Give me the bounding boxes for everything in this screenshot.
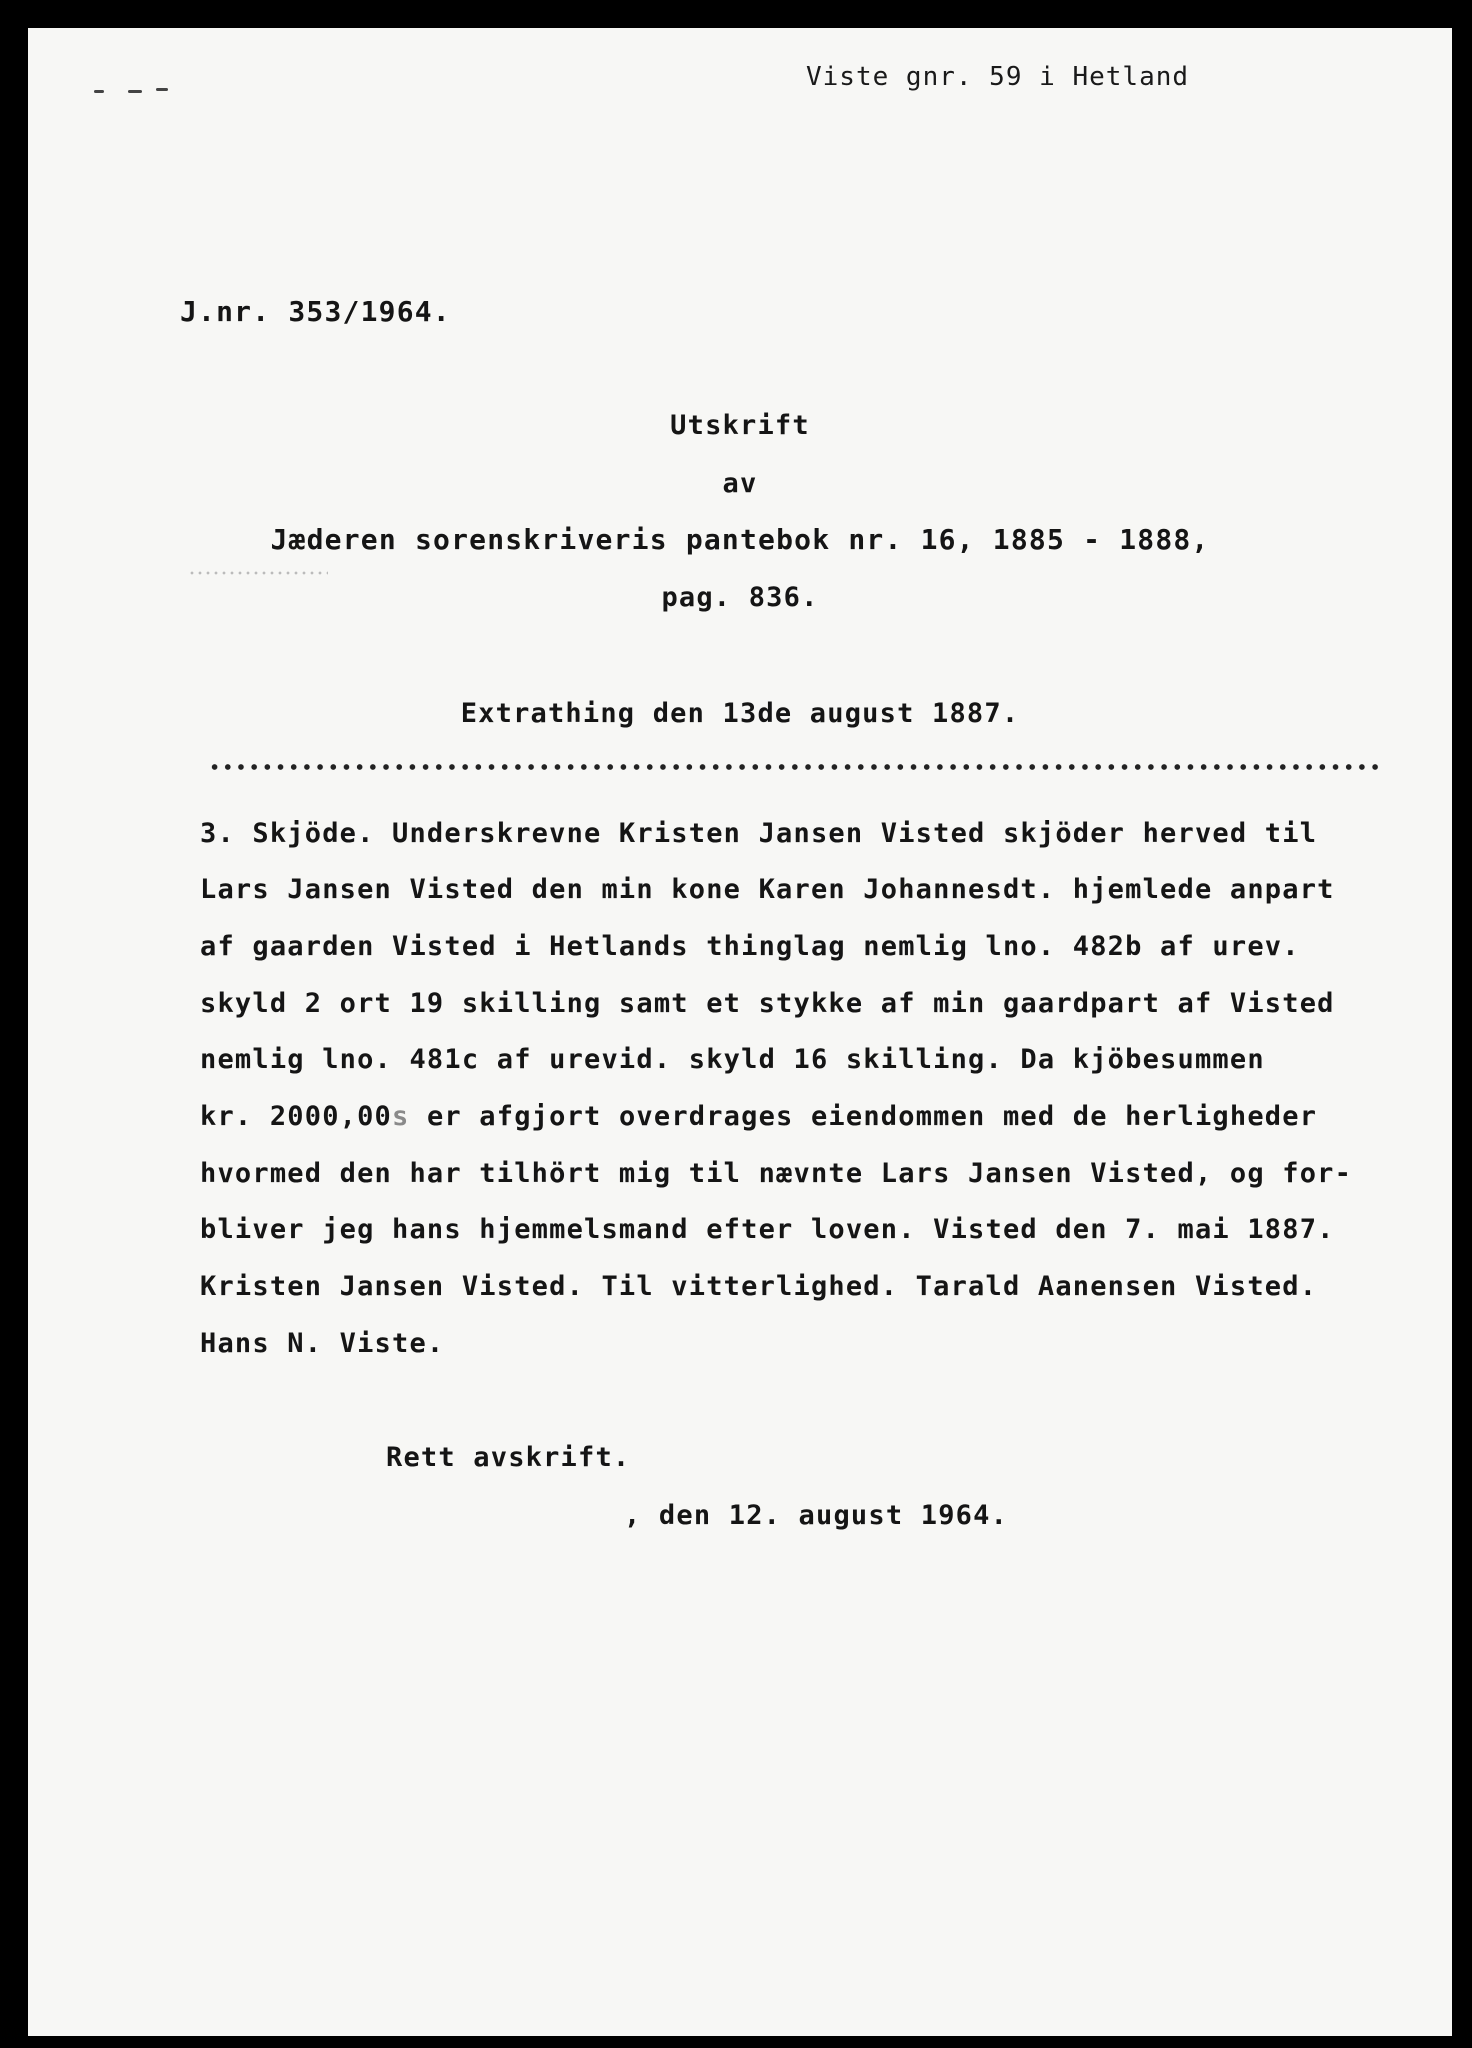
reference-header: Viste gnr. 59 i Hetland xyxy=(806,62,1190,92)
ink-smudge xyxy=(128,90,142,93)
body-line-1: 3. Skjöde. Underskrevne Kristen Jansen Visted skjöder herved til xyxy=(200,818,1318,849)
body-line-2: Lars Jansen Visted den min kone Karen Johannesdt. hjemlede anpart xyxy=(200,874,1335,905)
faint-mark: s xyxy=(392,1101,410,1132)
purchase-sum: kr. 2000,00 xyxy=(200,1101,393,1132)
body-line-6-rest: er afgjort overdrages eiendommen med de herligheder xyxy=(409,1101,1318,1132)
title-source-book: Jæderen sorenskriveris pantebok nr. 16, 1885 - 1888, xyxy=(270,523,1210,556)
body-line-6 xyxy=(200,1103,1317,1130)
faint-dotted-rule xyxy=(188,571,328,575)
title-av: av xyxy=(722,468,758,499)
ink-smudge xyxy=(156,88,168,91)
certification-date: , den 12. august 1964. xyxy=(624,1500,1009,1531)
body-line-8: bliver jeg hans hjemmelsmand efter loven. Visted den 7. mai 1887. xyxy=(200,1214,1335,1245)
ink-smudge xyxy=(94,90,104,93)
dotted-separator xyxy=(208,762,1383,772)
certification-text: Rett avskrift. xyxy=(386,1442,631,1473)
title-utskrift: Utskrift xyxy=(670,410,810,441)
body-line-3: af gaarden Visted i Hetlands thinglag nemlig lno. 482b af urev. xyxy=(200,931,1300,962)
body-line-7: hvormed den har tilhört mig til nævnte Lars Jansen Visted, og for- xyxy=(200,1158,1353,1189)
body-line-5: nemlig lno. 481c af urevid. skyld 16 skilling. Da kjöbesummen xyxy=(200,1044,1265,1075)
document-sheet xyxy=(28,28,1452,2036)
title-page-ref: pag. 836. xyxy=(661,582,819,613)
body-line-10: Hans N. Viste. xyxy=(200,1328,445,1359)
body-line-9: Kristen Jansen Visted. Til vitterlighed. Tarald Aanensen Visted. xyxy=(200,1271,1318,1302)
session-heading: Extrathing den 13de august 1887. xyxy=(460,698,1020,729)
body-line-4: skyld 2 ort 19 skilling samt et stykke af min gaardpart af Visted xyxy=(200,988,1335,1019)
journal-number: J.nr. 353/1964. xyxy=(180,295,451,328)
